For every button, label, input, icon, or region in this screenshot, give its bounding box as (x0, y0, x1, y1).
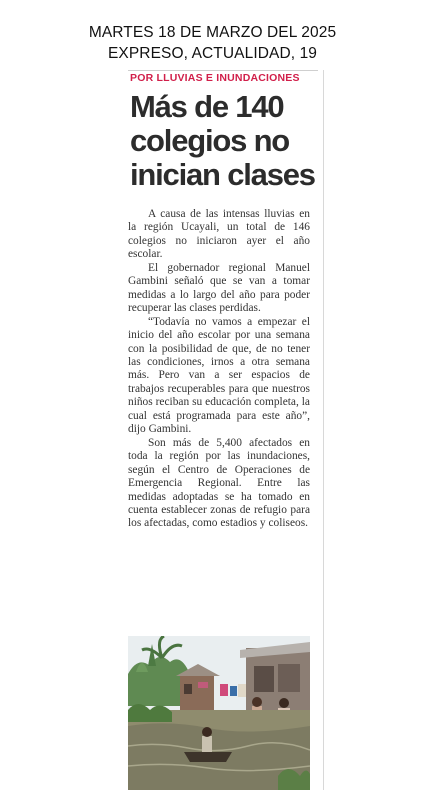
headline-line: inician clases (130, 157, 315, 192)
date-line: MARTES 18 DE MARZO DEL 2025 (88, 24, 337, 41)
column-rule (323, 70, 324, 790)
top-rule (128, 70, 318, 71)
headline-line: Más de 140 (130, 89, 284, 124)
body-paragraph: A causa de las intensas lluvias en la región Ucayali, un total de 146 colegios no iniciaron ayer el año escolar. (128, 208, 310, 261)
body-paragraph: “Todavía no vamos a empezar el inicio del año escolar por una semana con la posibilidad de que, de no tener las condiciones, irnos a otra semana más. Pero van a ser espacios de trabajos recuperables para que nuestros niños reciban su educación completa, la cual está programada para este año”, dijo Gambini. (128, 315, 310, 436)
flood-photo (128, 636, 310, 790)
article-kicker: POR LLUVIAS E INUNDACIONES (130, 72, 300, 84)
body-paragraph: El gobernador regional Manuel Gambini señaló que se van a tomar medidas a lo largo del año para poder recuperar las clases perdidas. (128, 261, 310, 315)
body-paragraph: Son más de 5,400 afectados en toda la región por las inundaciones, según el Centro de Operaciones de Emergencia Regional. Entre las medidas adoptadas se ha tomado en cuenta establecer zonas de refugio para los afectadas, como estadios y coliseos. (128, 436, 310, 530)
headline-line: colegios no (130, 123, 290, 158)
article-headline (130, 90, 320, 192)
article-body (128, 208, 310, 531)
source-line: EXPRESO, ACTUALIDAD, 19 (107, 45, 318, 62)
news-clipping (128, 70, 318, 790)
